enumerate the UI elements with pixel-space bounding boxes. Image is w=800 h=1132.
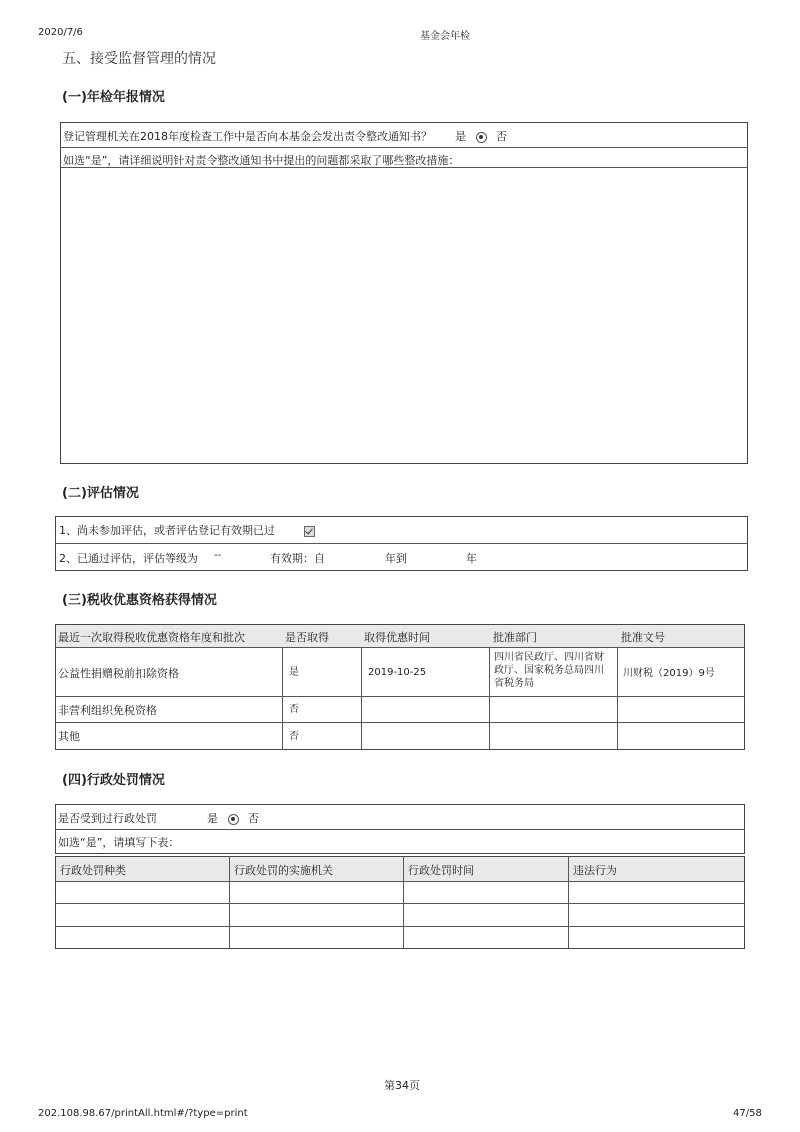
inspection-title: (一)年检年报情况 (62, 90, 165, 105)
penalty-header-row (56, 857, 744, 881)
print-date: 2020/7/6 (38, 27, 83, 38)
evaluation-title: (二)评估情况 (62, 486, 139, 501)
penalty-options (207, 810, 259, 826)
radio-selected-icon[interactable] (476, 132, 487, 143)
evaluation-row1-label: 1、尚未参加评估，或者评估登记有效期已过 (59, 524, 275, 537)
checkbox-checked-icon[interactable] (304, 526, 315, 537)
evaluation-valid-from: 有效期：自 (270, 552, 325, 565)
tax-row-2-obtained: 否 (289, 704, 299, 715)
tax-row-1-obtained: 是 (289, 667, 299, 678)
page-number: 第34页 (384, 1079, 420, 1092)
option-yes-label: 是 (455, 130, 466, 143)
tax-row-1-date: 2019-10-25 (368, 667, 427, 678)
inspection-detail-prompt: 如选“是”，请详细说明针对责令整改通知书中提出的问题都采取了哪些整改措施： (63, 154, 460, 167)
section-title: 五、接受监督管理的情况 (62, 51, 216, 67)
penalty-header-violation: 违法行为 (573, 864, 617, 877)
penalty-title: (四)行政处罚情况 (62, 773, 165, 788)
penalty-header-type: 行政处罚种类 (60, 864, 126, 877)
penalty-header-authority: 行政处罚的实施机关 (234, 864, 333, 877)
evaluation-row2-label: 2、已通过评估，评估等级为 (59, 552, 198, 565)
evaluation-year-end: 年 (466, 552, 477, 565)
tax-row-1-name: 公益性捐赠税前扣除资格 (58, 667, 179, 680)
tax-row-1-doc: 川财税（2019）9号 (623, 668, 715, 679)
penalty-header-time: 行政处罚时间 (408, 864, 474, 877)
tax-row-2-name: 非营利组织免税资格 (58, 704, 157, 717)
inspection-question: 登记管理机关在2018年度检查工作中是否向本基金会发出责令整改通知书？ (63, 130, 432, 143)
tax-header-date: 取得优惠时间 (364, 631, 430, 644)
tax-row-1-dept: 四川省民政厅、四川省财政厅、国家税务总局四川省税务局 (494, 652, 604, 689)
evaluation-year-to: 年到 (385, 552, 407, 565)
penalty-option-yes: 是 (207, 812, 218, 825)
evaluation-grade: -- (214, 550, 222, 561)
inspection-box (60, 122, 748, 464)
penalty-prompt: 如选“是”，请填写下表： (58, 836, 180, 849)
print-page-count: 47/58 (733, 1108, 762, 1119)
tax-header-obtained: 是否取得 (285, 631, 329, 644)
penalty-option-no: 否 (248, 812, 259, 825)
option-no-label: 否 (496, 130, 507, 143)
document-title: 基金会年检 (420, 31, 470, 42)
tax-header-name: 最近一次取得税收优惠资格年度和批次 (58, 631, 245, 644)
tax-title: (三)税收优惠资格获得情况 (62, 593, 217, 608)
penalty-radio-selected-icon[interactable] (228, 814, 239, 825)
evaluation-row1 (59, 522, 315, 538)
tax-row-3-name: 其他 (58, 730, 80, 743)
tax-header-doc: 批准文号 (621, 631, 665, 644)
tax-header-dept: 批准部门 (493, 631, 537, 644)
tax-row-3-obtained: 否 (289, 731, 299, 742)
inspection-options (455, 128, 507, 144)
penalty-question: 是否受到过行政处罚 (58, 812, 157, 825)
print-url: 202.108.98.67/printAll.html#/?type=print (38, 1108, 248, 1119)
